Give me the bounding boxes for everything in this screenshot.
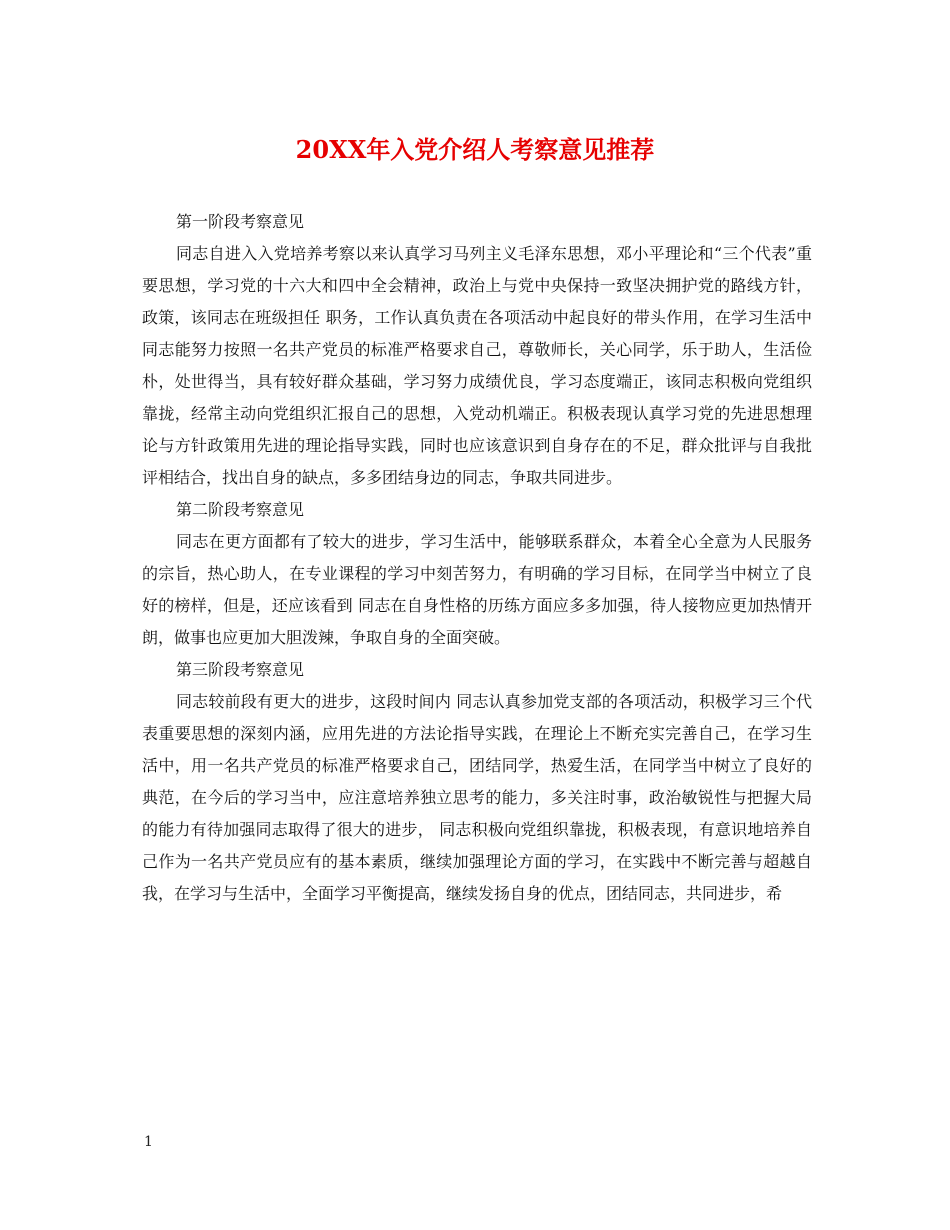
- section-paragraph-2: 同志在更方面都有了较大的进步，学习生活中，能够联系群众，本着全心全意为人民服务的宗旨，热心助人，在专业课程的学习中刻苦努力，有明确的学习目标，在同学当中树立了良好的榜样，但是，还应该看到 同志在自身性格的历练方面应多多加强，待人接物应更加热情开朗，做事也应更加大胆泼辣，争取自身的全面突破。: [142, 532, 812, 647]
- section-heading-2: 第二阶段考察意见: [176, 500, 305, 519]
- section-heading-3: 第三阶段考察意见: [176, 660, 305, 679]
- page-number: 1: [144, 1134, 153, 1150]
- document-body: [142, 206, 812, 910]
- section-paragraph-1: 同志自进入入党培养考察以来认真学习马列主义毛泽东思想，邓小平理论和“三个代表”重要思想，学习党的十六大和四中全会精神，政治上与党中央保持一致坚决拥护党的路线方针，政策，该同志在班级担任 职务，工作认真负责在各项活动中起良好的带头作用，在学习生活中 同志能努力按照一名共产党员的标准严格要求自己，尊敬师长，关心同学，乐于助人，生活俭朴，处世得当，具有较好群众基础，学习努力成绩优良，学习态度端正，该同志积极向党组织靠拢，经常主动向党组织汇报自己的思想，入党动机端正。积极表现认真学习党的先进思想理论与方针政策用先进的理论指导实践，同时也应该意识到自身存在的不足，群众批评与自我批评相结合，找出自身的缺点，多多团结身边的同志，争取共同进步。: [142, 244, 812, 487]
- section-paragraph-3: 同志较前段有更大的进步，这段时间内 同志认真参加党支部的各项活动，积极学习三个代表重要思想的深刻内涵，应用先进的方法论指导实践，在理论上不断充实完善自己，在学习生活中，用一名共产党员的标准严格要求自己，团结同学，热爱生活，在同学当中树立了良好的典范，在今后的学习当中，应注意培养独立思考的能力，多关注时事，政治敏锐性与把握大局的能力有待加强同志取得了很大的进步， 同志积极向党组织靠拢，积极表现，有意识地培养自己作为一名共产党员应有的基本素质，继续加强理论方面的学习，在实践中不断完善与超越自我，在学习与生活中，全面学习平衡提高，继续发扬自身的优点，团结同志，共同进步，希: [142, 692, 812, 903]
- document-title: 20XX年入党介绍人考察意见推荐: [295, 135, 655, 164]
- section-heading-1: 第一阶段考察意见: [176, 212, 305, 231]
